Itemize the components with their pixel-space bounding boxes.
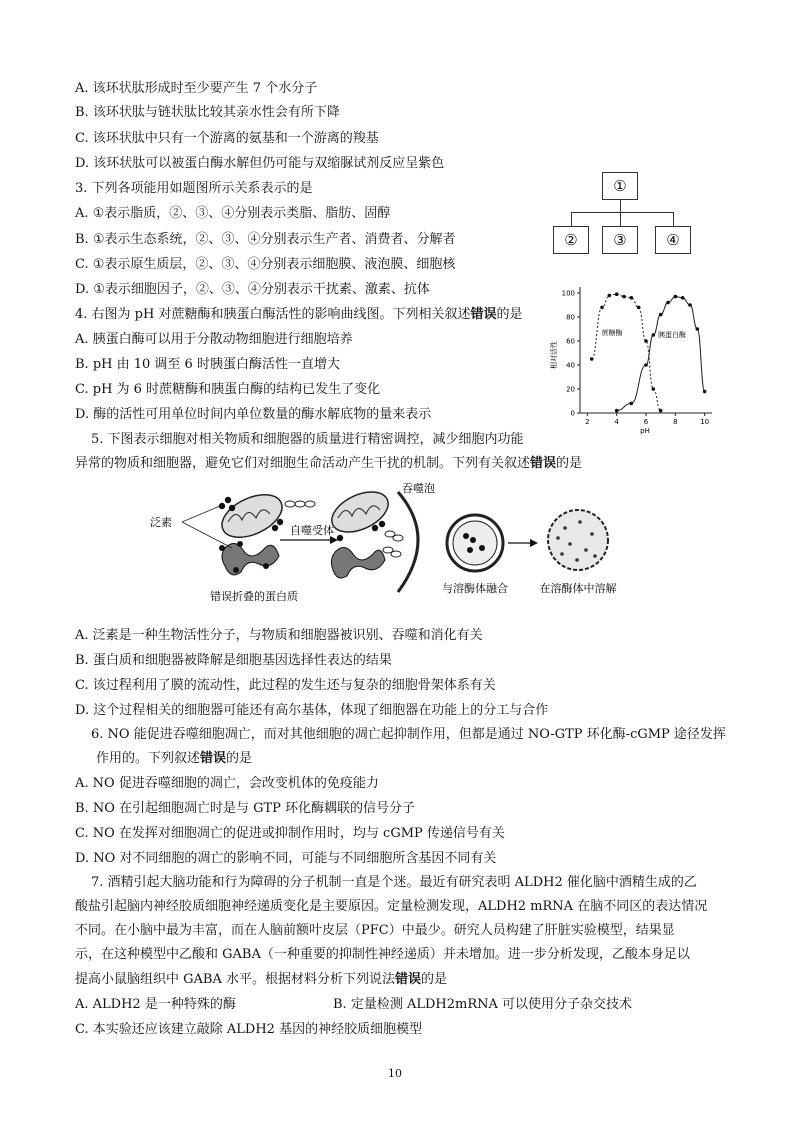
q5-option-b: B. 蛋白质和细胞器被降解是细胞基因选择性表达的结果 xyxy=(75,653,392,668)
phagophore-membrane xyxy=(398,492,418,592)
diagram-node-child: ③ xyxy=(602,226,638,254)
q5-stem-text: 异常的物质和细胞器，避免它们对细胞生命活动产生干扰的机制。下列有关叙述 xyxy=(75,456,531,471)
q4-option-c: C. pH 为 6 时蔗糖酶和胰蛋白酶的结构已发生了变化 xyxy=(75,382,381,397)
q4-stem-text: 4. 右图为 pH 对蔗糖酶和胰蛋白酶活性的影响曲线图。下列相关叙述 xyxy=(75,307,471,322)
q7-text-line: 不同。在小脑中最为丰富，而在人脑前额叶皮层（PFC）中最少。研究人员构建了肝脏实验模型，结果显 xyxy=(75,923,675,938)
diagram-connector xyxy=(571,212,674,213)
q3-stem: 3. 下列各项能用如题图所示关系表示的是 xyxy=(75,181,313,196)
q5-option-c: C. 该过程利用了膜的流动性，此过程的发生还与复杂的细胞骨架体系有关 xyxy=(75,678,496,693)
data-point xyxy=(659,313,663,317)
autophagy-receptor xyxy=(285,501,315,507)
data-point xyxy=(688,303,692,307)
x-tick-label: 6 xyxy=(643,418,649,426)
x-axis-label: pH xyxy=(640,427,650,435)
diagram-connector xyxy=(673,212,674,226)
y-tick-label: 20 xyxy=(566,385,575,394)
label-ubiquitin: 泛素 xyxy=(150,516,172,529)
y-axis-label: 相对活性 xyxy=(550,341,558,369)
autophagosome-inner xyxy=(453,521,497,565)
q7-option-a: A. ALDH2 是一种特殊的酶 xyxy=(75,997,236,1012)
data-point xyxy=(659,409,663,413)
label-autophagy-receptor: 自噬受体 xyxy=(290,524,334,537)
x-tick-label: 4 xyxy=(614,418,619,426)
label-dissolve-lysosome: 在溶酶体中溶解 xyxy=(539,582,617,595)
arrow-head xyxy=(330,536,338,544)
q6-stem-emphasis: 错误 xyxy=(200,751,227,766)
label-phagophore: 吞噬泡 xyxy=(402,482,435,495)
data-point xyxy=(681,296,685,300)
data-point xyxy=(622,295,626,299)
prev-option-d: D. 该环状肽可以被蛋白酶水解但仍可能与双缩脲试剂反应呈紫色 xyxy=(75,156,445,171)
chart-axes xyxy=(580,287,712,413)
chart-series xyxy=(590,292,707,412)
q6-stem-text: 作用的。下列叙述 xyxy=(96,751,201,766)
q6-option-c: C. NO 在发挥对细胞凋亡的促进或抑制作用时，均与 cGMP 传递信号有关 xyxy=(75,826,505,841)
y-tick-label: 60 xyxy=(566,337,575,346)
q6-option-a: A. NO 促进吞噬细胞的凋亡，会改变机体的免疫能力 xyxy=(75,776,379,791)
prev-option-a: A. 该环状肽形成时至少要产生 7 个水分子 xyxy=(75,81,318,96)
q3-option-c: C. ①表示原生质层，②、③、④分别表示细胞膜、液泡膜、细胞核 xyxy=(75,257,456,272)
q5-stem-line1: 5. 下图表示细胞对相关物质和细胞器的质量进行精密调控，减少细胞内功能 xyxy=(91,432,524,447)
x-tick-label: 10 xyxy=(700,418,710,426)
data-point xyxy=(703,390,707,394)
data-point xyxy=(674,295,678,299)
q7-stem-text: 提高小鼠脑组织中 GABA 水平。根据材料分析下列说法 xyxy=(75,972,395,987)
q7-option-b: B. 定量检测 ALDH2mRNA 可以使用分子杂交技术 xyxy=(333,997,633,1012)
diagram-node-child: ④ xyxy=(655,226,691,254)
q6-stem-line1: 6. NO 能促进吞噬细胞凋亡，而对其他细胞的凋亡起抑制作用，但都是通过 NO-GTP 环化酶-cGMP 途径发挥 xyxy=(91,727,726,742)
receptor-chain xyxy=(383,531,403,557)
q7-stem-tail: 的是 xyxy=(421,972,448,987)
diagram-node-child: ② xyxy=(553,226,589,254)
data-point xyxy=(644,363,648,367)
label-fuse-lysosome: 与溶酶体融合 xyxy=(442,582,508,595)
data-point xyxy=(608,294,612,298)
data-point xyxy=(630,402,634,406)
data-point xyxy=(615,292,619,296)
q7-text-line: 示，在这种模型中乙酸和 GABA（一种重要的抑制性神经递质）并未增加。进一步分析发现，乙酸本身足以 xyxy=(75,947,690,962)
data-point xyxy=(637,306,641,310)
q5-stem-line2 xyxy=(75,455,582,473)
y-tick-label: 80 xyxy=(566,313,575,322)
q4-stem-tail: 的是 xyxy=(496,307,523,322)
q5-option-a: A. 泛素是一种生物活性分子，与物质和细胞器被识别、吞噬和消化有关 xyxy=(75,628,483,643)
mitochondrion-right xyxy=(326,484,395,540)
diagram-node-top: ① xyxy=(602,172,638,200)
q6-stem-tail: 的是 xyxy=(226,751,253,766)
q4-option-b: B. pH 由 10 调至 6 时胰蛋白酶活性一直增大 xyxy=(75,357,340,372)
q5-stem-tail: 的是 xyxy=(556,456,583,471)
q4-option-a: A. 胰蛋白酶可以用于分散动物细胞进行细胞培养 xyxy=(75,332,353,347)
q6-option-d: D. NO 对不同细胞的凋亡的影响不同，可能与不同细胞所含基因不同有关 xyxy=(75,851,497,866)
q7-text-line: 酸盐引起脑内神经胶质细胞神经递质变化是主要原因。定量检测发现，ALDH2 mRNA 在脑不同区的表达情况 xyxy=(75,899,708,914)
prev-option-b: B. 该环状肽与链状肽比较其亲水性会有所下降 xyxy=(75,105,340,120)
y-tick-label: 40 xyxy=(566,361,575,370)
series-line-sucrase xyxy=(592,294,661,410)
data-point xyxy=(666,301,670,305)
q4-stem xyxy=(75,306,523,324)
data-point xyxy=(590,357,594,361)
data-point xyxy=(696,327,700,331)
q7-stem-last-line xyxy=(75,971,447,989)
data-point xyxy=(615,409,619,413)
diagram-connector xyxy=(571,212,572,226)
ph-activity-chart xyxy=(550,275,720,435)
q7-text-line: 7. 酒精引起大脑功能和行为障碍的分子机制一直是个迷。最近有研究表明 ALDH2 催化脑中酒精生成的乙 xyxy=(91,875,697,890)
prev-option-c: C. 该环状肽中只有一个游离的氨基和一个游离的羧基 xyxy=(75,131,379,146)
q7-option-c: C. 本实验还应该建立敲除 ALDH2 基因的神经胶质细胞模型 xyxy=(75,1022,423,1037)
autophagy-figure xyxy=(140,478,640,606)
q4-stem-emphasis: 错误 xyxy=(470,307,497,322)
mitochondrion-left xyxy=(215,486,288,546)
q3-option-b: B. ①表示生态系统，②、③、④分别表示生产者、消费者、分解者 xyxy=(75,232,456,247)
series-label-trypsin: 胰蛋白酶 xyxy=(658,331,686,339)
q6-option-b: B. NO 在引起细胞凋亡时是与 GTP 环化酶耦联的信号分子 xyxy=(75,801,416,816)
page-number: 10 xyxy=(388,1067,402,1080)
diagram-connector xyxy=(620,212,621,226)
q6-stem-line2 xyxy=(96,750,252,768)
data-point xyxy=(652,333,656,337)
data-point xyxy=(600,306,604,310)
y-tick-label: 100 xyxy=(561,289,575,298)
q4-option-d: D. 酶的活性可用单位时间内单位数量的酶水解底物的量来表示 xyxy=(75,407,432,422)
series-label-sucrase: 蔗糖酶 xyxy=(601,329,623,337)
q5-stem-emphasis: 错误 xyxy=(530,456,557,471)
q5-option-d: D. 这个过程相关的细胞器可能还有高尔基体，体现了细胞器在功能上的分工与合作 xyxy=(75,703,549,718)
y-tick-label: 0 xyxy=(570,409,575,418)
label-misfolded-protein: 错误折叠的蛋白质 xyxy=(210,590,298,603)
arrow-head xyxy=(530,539,538,547)
x-tick-label: 2 xyxy=(585,418,590,426)
data-point xyxy=(644,339,648,343)
q3-option-d: D. ①表示细胞因子，②、③、④分别表示干扰素、激素、抗体 xyxy=(75,282,430,297)
data-point xyxy=(652,387,656,391)
x-tick-label: 8 xyxy=(673,418,678,426)
q3-option-a: A. ①表示脂质，②、③、④分别表示类脂、脂肪、固醇 xyxy=(75,206,391,221)
chart-ticks xyxy=(562,290,710,427)
misfolded-protein-cluster xyxy=(331,547,385,578)
q7-stem-emphasis: 错误 xyxy=(394,972,421,987)
data-point xyxy=(630,296,634,300)
